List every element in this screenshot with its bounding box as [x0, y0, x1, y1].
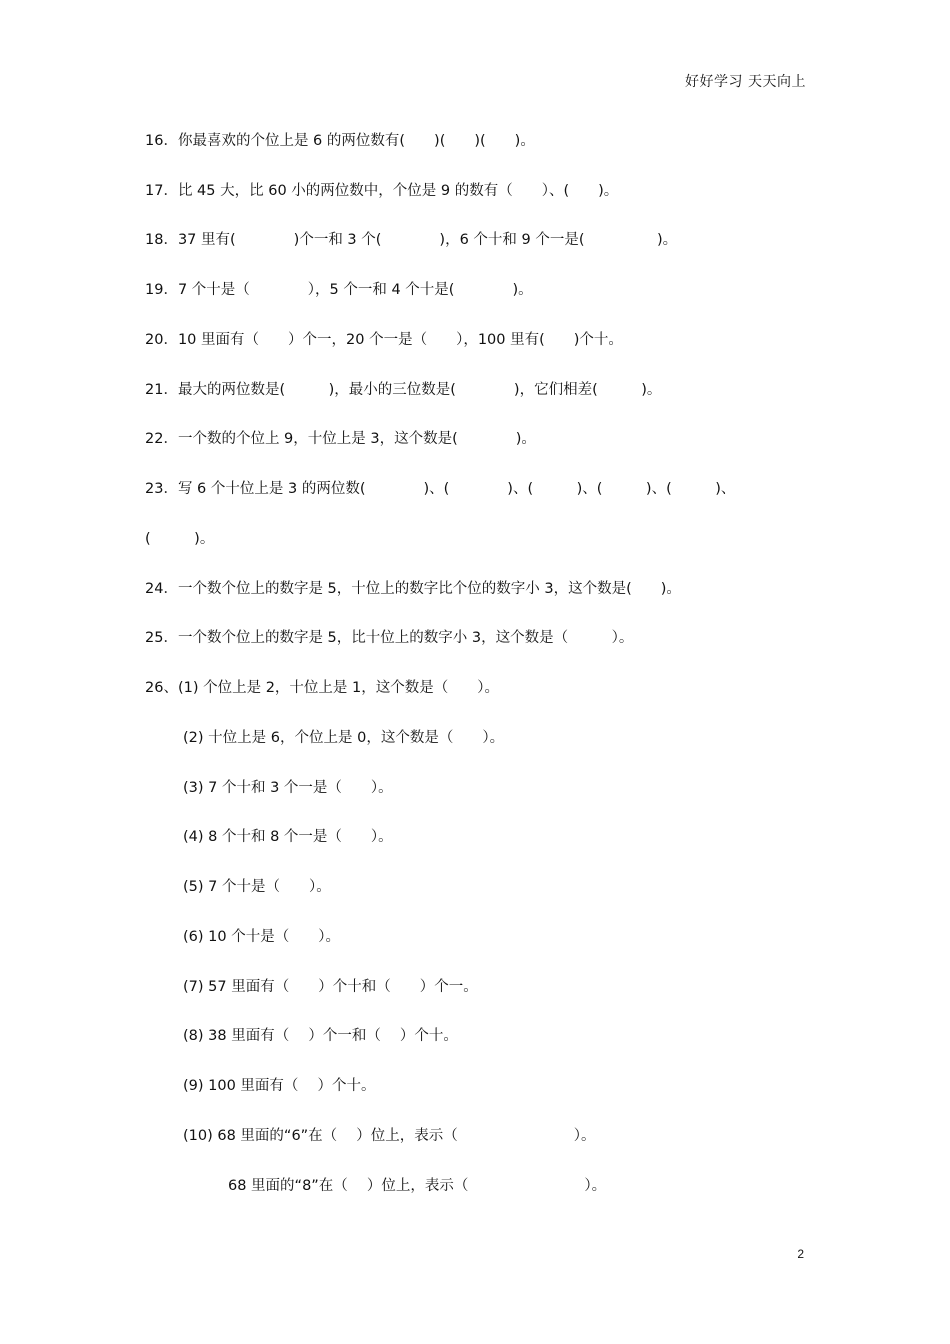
question-16: 16．你最喜欢的个位上是 6 的两位数有( )( )( )。 — [145, 133, 535, 149]
question-26-1: 26、(1) 个位上是 2，十位上是 1，这个数是（ ）。 — [145, 680, 500, 696]
question-25: 25．一个数个位上的数字是 5，比十位上的数字小 3，这个数是（ ）。 — [145, 630, 634, 646]
question-26-10b: 68 里面的“8”在（ ）位上，表示（ ）。 — [228, 1178, 607, 1194]
question-24: 24．一个数个位上的数字是 5，十位上的数字比个位的数字小 3，这个数是( )。 — [145, 581, 681, 597]
question-26-2: (2) 十位上是 6，个位上是 0，这个数是（ ）。 — [183, 730, 505, 746]
page-header: 好好学习 天天向上 — [685, 74, 806, 90]
question-20: 20．10 里面有（ ）个一，20 个一是（ ），100 里有( )个十。 — [145, 332, 623, 348]
question-26-6: (6) 10 个十是（ ）。 — [183, 929, 340, 945]
question-26-3: (3) 7 个十和 3 个一是（ ）。 — [183, 780, 393, 796]
question-23: 23．写 6 个十位上是 3 的两位数( )、( )、( )、( )、( )、 — [145, 481, 736, 497]
question-23-continued: ( )。 — [145, 531, 215, 547]
question-18: 18．37 里有( )个一和 3 个( )，6 个十和 9 个一是( )。 — [145, 232, 678, 248]
question-26-4: (4) 8 个十和 8 个一是（ ）。 — [183, 829, 393, 845]
question-26-9: (9) 100 里面有（ ）个十。 — [183, 1078, 376, 1094]
question-22: 22．一个数的个位上 9，十位上是 3，这个数是( )。 — [145, 431, 536, 447]
page-number: 2 — [797, 1247, 804, 1261]
question-21: 21．最大的两位数是( )，最小的三位数是( )，它们相差( )。 — [145, 382, 662, 398]
question-26-10a: (10) 68 里面的“6”在（ ）位上，表示（ ）。 — [183, 1128, 596, 1144]
question-17: 17．比 45 大，比 60 小的两位数中，个位是 9 的数有（ ）、( )。 — [145, 183, 619, 199]
question-26-5: (5) 7 个十是（ ）。 — [183, 879, 331, 895]
question-19: 19．7 个十是（ ），5 个一和 4 个十是( )。 — [145, 282, 533, 298]
question-26-7: (7) 57 里面有（ ）个十和（ ）个一。 — [183, 979, 478, 995]
question-26-8: (8) 38 里面有（ ）个一和（ ）个十。 — [183, 1028, 458, 1044]
